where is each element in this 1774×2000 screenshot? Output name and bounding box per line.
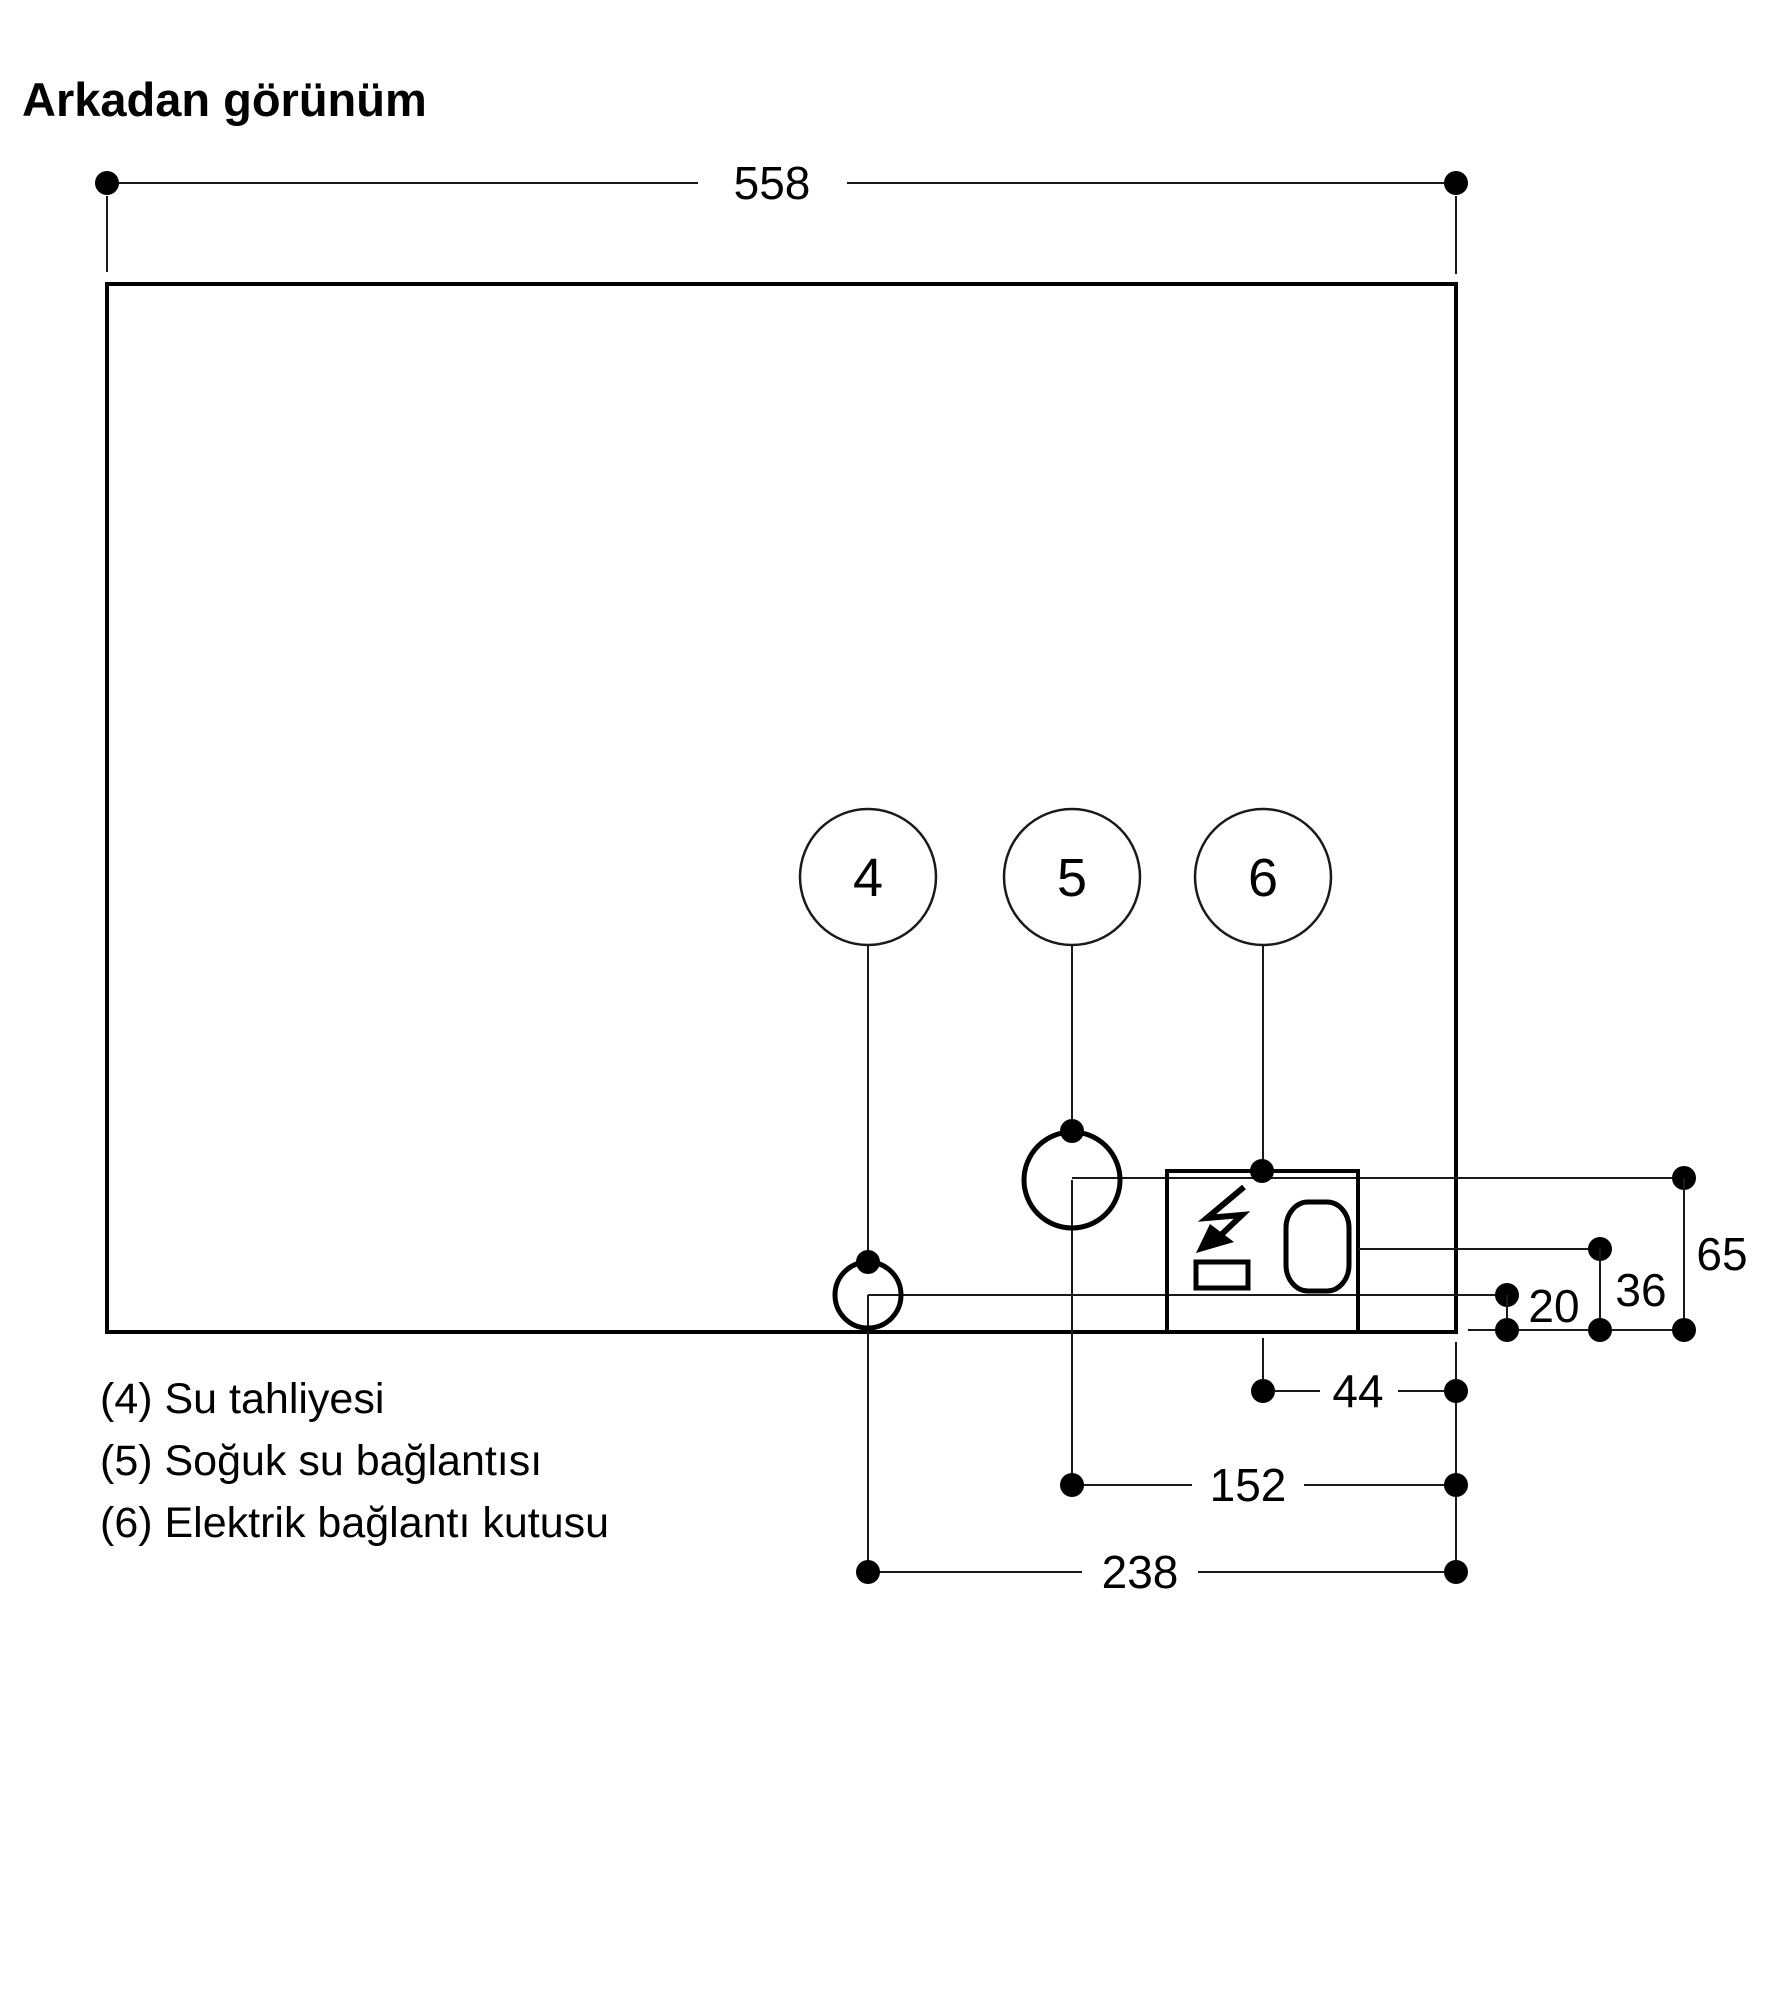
dim-endpoint-dot — [1444, 1379, 1468, 1403]
dimension-right-heights — [1468, 1166, 1748, 1342]
dimension-238 — [856, 1546, 1468, 1598]
terminal-slot — [1196, 1262, 1248, 1288]
balloon-electrical-box — [1195, 809, 1331, 1161]
dim-152-label: 152 — [1209, 1459, 1287, 1511]
dimension-152 — [1060, 1459, 1468, 1511]
dim-endpoint-dot — [1672, 1318, 1696, 1342]
page-title: Arkadan görünüm — [22, 73, 427, 126]
balloon-cold-water-number: 5 — [1056, 848, 1088, 908]
leader-dot — [856, 1250, 880, 1274]
connection-box-outline — [1167, 1171, 1358, 1332]
balloon-cold-water — [1004, 809, 1140, 1121]
balloon-drain — [800, 809, 936, 1252]
legend-item-drain: (4) Su tahliyesi — [100, 1375, 385, 1423]
dim-endpoint-dot — [95, 171, 119, 195]
leader-dot — [1250, 1159, 1274, 1183]
dim-endpoint-dot — [1444, 171, 1468, 195]
dim-44-label: 44 — [1332, 1365, 1384, 1417]
dim-drain-height-label: 20 — [1528, 1280, 1580, 1332]
dimension-44 — [1251, 1338, 1468, 1572]
legend-item-cold-water: (5) Soğuk su bağlantısı — [100, 1437, 543, 1485]
dim-endpoint-dot — [1588, 1318, 1612, 1342]
dim-endpoint-dot — [1444, 1473, 1468, 1497]
electrical-connection-box — [1167, 1159, 1358, 1332]
dim-endpoint-dot — [1060, 1473, 1084, 1497]
balloon-electrical-box-number: 6 — [1247, 848, 1279, 908]
dim-endpoint-dot — [1495, 1318, 1519, 1342]
dim-238-label: 238 — [1101, 1546, 1179, 1598]
legend-item-electrical-box: (6) Elektrik bağlantı kutusu — [100, 1499, 610, 1547]
leader-dot — [1060, 1119, 1084, 1143]
legend — [100, 1368, 609, 1554]
dim-box-height-label: 65 — [1696, 1228, 1748, 1280]
water-drain — [835, 1250, 901, 1572]
balloon-drain-number: 4 — [852, 848, 884, 908]
dim-socket-height-label: 36 — [1615, 1264, 1667, 1316]
dim-endpoint-dot — [1444, 1560, 1468, 1584]
dim-endpoint-dot — [856, 1560, 880, 1584]
dim-top-width-label: 558 — [733, 157, 811, 209]
dim-endpoint-dot — [1251, 1379, 1275, 1403]
cold-water-connection — [1024, 1119, 1120, 1485]
dimension-top-width — [95, 157, 1468, 274]
socket-outline — [1286, 1202, 1349, 1291]
